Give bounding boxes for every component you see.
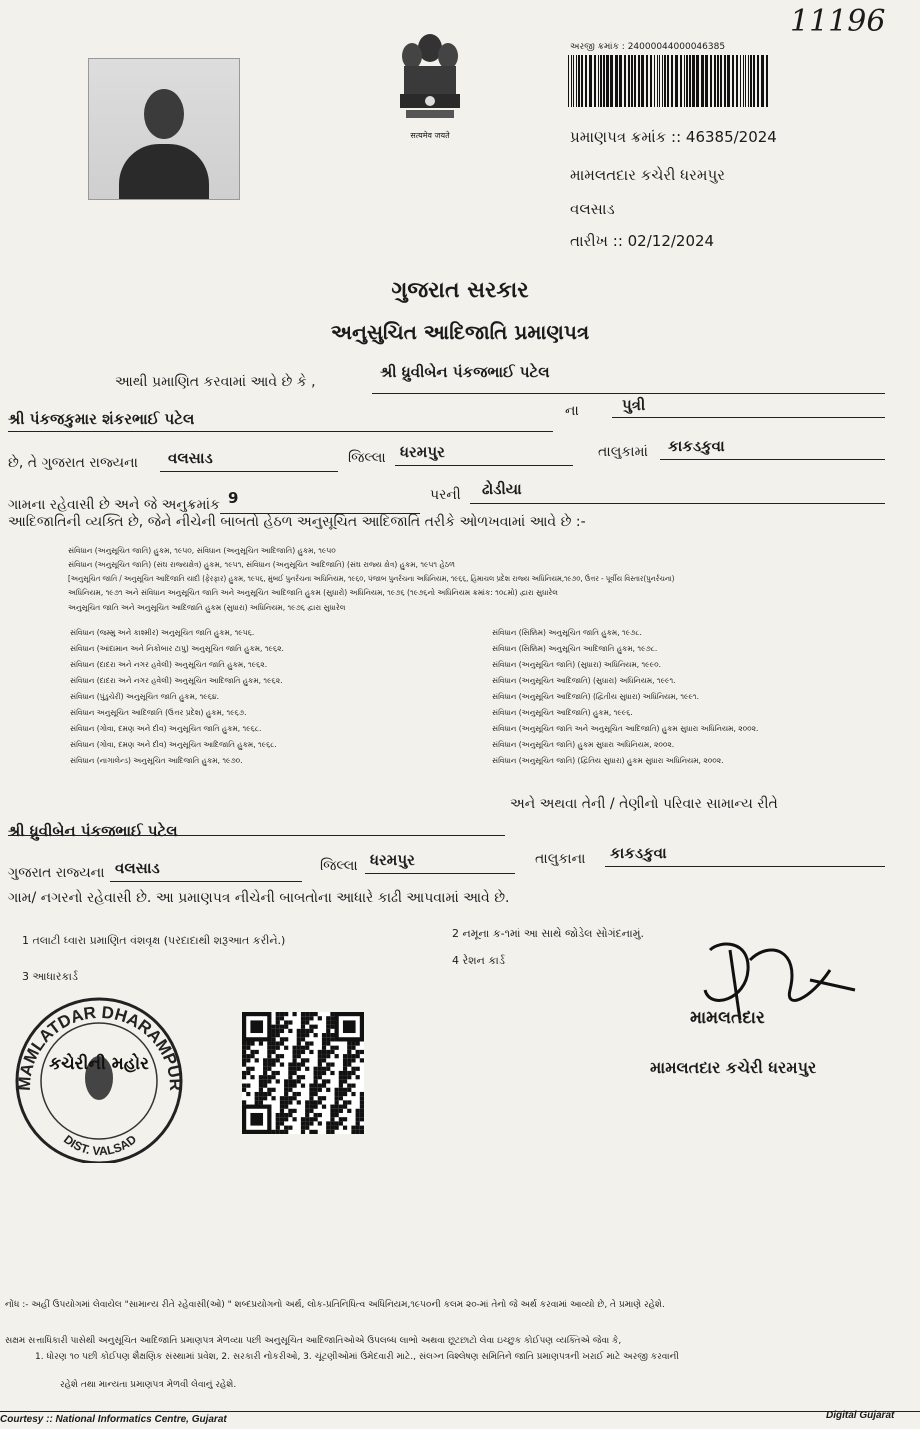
state-district: વલસાડ <box>168 449 213 467</box>
state-label: છે, તે ગુજરાત રાજ્યના <box>8 455 138 471</box>
certificate-number: પ્રમાણપત્ર ક્રમાંક :: 46385/2024 <box>570 128 777 146</box>
district: ધરમપુર <box>400 443 445 461</box>
order-left: સંવિધાન (આંદામાન અને નિકોબાર ટાપુ) અનુસૂચિત જાતિ હુકમ, ૧૯૬૨. <box>70 644 284 653</box>
district-header: વલસાડ <box>570 200 615 218</box>
taluka-label: તાલુકામાં <box>598 444 648 460</box>
svg-text:MAMLATDAR DHARAMPUR: MAMLATDAR DHARAMPUR <box>14 1002 186 1092</box>
applicant-photo <box>88 58 240 200</box>
district-label: જિલ્લા <box>348 450 386 466</box>
footer-portal: Digital Gujarat <box>826 1410 895 1421</box>
svg-text:DIST. VALSAD: DIST. VALSAD <box>60 1132 140 1159</box>
underline <box>110 880 302 882</box>
father-name: શ્રી પંકજકુમાર શંકરભાઈ પટેલ <box>8 410 195 428</box>
order-right: સંવિધાન (સિક્કિમ) અનુસૂચિત જાતિ હુકમ, ૧૯૭૮. <box>492 628 642 637</box>
underline <box>160 470 338 472</box>
order-left: સંવિધાન (જમ્મુ અને કાશ્મીર) અનુસૂચિત જાતિ હુકમ, ૧૯૫૬. <box>70 628 255 637</box>
order-line: અધિનિયમ, ૧૯૭૧ અને સંવિધાન અનુસૂચિત જાતિ અને અનુસૂચિત આદિજાતિ હુકમ (સુધારો) અધિનિયમ, ૧૯૭૬ (૧૯૭૬નો અધિનિયમ ક્રમાંક: ૧૦૮મો) દ્વારા સુધારેલ <box>68 588 558 597</box>
certificate-title: અનુસુચિત આદિજાતિ પ્રમાણપત્ર <box>330 320 590 344</box>
family-statement: અને અથવા તેની / તેણીનો પરિવાર સામાન્ય રીતે <box>510 796 778 812</box>
office-seal <box>10 993 188 1163</box>
order-left: સંવિધાન (ગોવા, દમણ અને દીવ) અનુસૂચિત આદિજાતિ હુકમ, ૧૯૬૮. <box>70 740 277 749</box>
taluka-label-2: તાલુકાના <box>535 851 586 867</box>
emblem-caption: सत्यमेव जयते <box>410 131 450 140</box>
applicant-name: શ્રી ધ્રુવીબેન પંકજભાઈ પટેલ <box>380 363 550 381</box>
issuing-office: મામલતદાર કચેરી ધરમપુર <box>570 166 725 184</box>
note-definition: નોંધ :- અહીં ઉપયોગમાં લેવાયેલ "સામાન્ય રીતે રહેવાસી(ઓ) " શબ્દપ્રયોગનો અર્થ, લોક-પ્રતિનિધિત્વ અધિનિયમ,૧૯૫૦ની કલમ ૨૦-માં તેનો જે અર્થ કરવામાં આવ્યો છે, તે પ્રમાણે રહેશે. <box>5 1300 665 1310</box>
order-line: [અનુસૂચિત જાતિ / અનુસૂચિત આદિજાતિ યાદી (ફેરફાર) હુકમ, ૧૯૫૬, મુંબઈ પુનર્રચના અધિનિયમ, ૧૯૬૦, પંજાબ પુનર્રચના અધિનિયમ, ૧૯૬૬, હિમાચલ પ્રદેશ રાજ્ય અધિનિયમ,૧૯૭૦, ઉત્તર - પૂર્વીય વિસ્તાર(પુનર્રચના) <box>68 574 675 583</box>
underline <box>612 416 885 418</box>
order-left: સંવિધાન (દાદરા અને નગર હવેલી) અનુસૂચિત આદિજાતિ હુકમ, ૧૯૬૨. <box>70 676 283 685</box>
basis-item: 1 તલાટી ધ્વારા પ્રમાણિત વંશવૃક્ષ (પરદાદાથી શરૂઆત કરીને.) <box>22 934 286 947</box>
qr-code[interactable] <box>242 1012 364 1134</box>
underline <box>8 834 505 836</box>
note-validity: રહેશે તથા માન્યતા પ્રમાણપત્ર મેળવી લેવાનું રહેશે. <box>60 1380 237 1390</box>
order-line: સંવિધાન (અનુસૂચિત જાતિ) હુકમ, ૧૯૫૦, સંવિધાન (અનુસૂચિત આદિજાતિ) હુકમ, ૧૯૫૦ <box>68 546 336 555</box>
order-right: સંવિધાન (અનુસૂચિત જાતિ) (સુધારા) અધિનિયમ, ૧૯૯૦. <box>492 660 661 669</box>
taluka-2: કાકડકુવા <box>610 844 667 862</box>
certify-label: આથી પ્રમાણિત કરવામાં આવે છે કે , <box>115 374 316 390</box>
order-line: અનુસૂચિત જાતિ અને અનુસૂચિત આદિજાતિ હુકમ (સુધારા) અધિનિયમ, ૧૯૭૬ દ્વારા સુધારેલ <box>68 603 346 612</box>
order-left: સંવિધાન અનુસૂચિત આદિજાતિ (ઉત્તર પ્રદેશ) હુકમ, ૧૯૬૭. <box>70 708 247 717</box>
tribe-statement: આદિજાતિની વ્યક્તિ છે, જેને નીચેની બાબતો હેઠળ અનુસૂચિત આદિજાતિ તરીકે ઓળખવામાં આવે છે :- <box>8 514 586 530</box>
order-right: સંવિધાન (અનુસૂચિત જાતિ અને અનુસૂચિત આદિજાતિ) હુકમ સુધારા અધિનિયમ, ૨૦૦૨. <box>492 724 759 733</box>
district-label-2: જિલ્લા <box>320 858 358 874</box>
order-right: સંવિધાન (અનુસૂચિત જાતિ) હુકમ સુધારા અધિનિયમ, ૨૦૦૨. <box>492 740 675 749</box>
na-label: ના <box>565 403 579 419</box>
issue-date: તારીખ :: 02/12/2024 <box>570 232 715 250</box>
order-left: સંવિધાન (ગોવા, દમણ અને દીવ) અનુસૂચિત જાતિ હુકમ, ૧૯૬૮. <box>70 724 262 733</box>
basis-item: 3 આધારકાર્ડ <box>22 970 78 983</box>
order-right: સંવિધાન (સિક્કિમ) અનુસૂચિત આદિજાતિ હુકમ, ૧૯૭૮. <box>492 644 658 653</box>
taluka: કાકડકુવા <box>668 437 725 455</box>
footer-divider <box>0 1410 920 1412</box>
signatory-title: મામલતદાર <box>690 1008 765 1028</box>
note-instruction: સક્ષમ સત્તાધિકારી પાસેથી અનુસૂચિત આદિજાતિ પ્રમાણપત્ર મેળવ્યા પછી અનુસૂચિત આદિજાતિઓએ ઉપલબ્ધ લાભો અથવા છૂટછાટો લેવા ઇચ્છુક કોઈપણ વ્યક્તિએ જેવા કે, <box>5 1336 622 1346</box>
order-line: સંવિધાન (અનુસૂચિત જાતિ) (સંઘ રાજ્યક્ષેત્ર) હુકમ, ૧૯૫૧, સંવિધાન (અનુસૂચિત આદિજાતિ) (સંઘ રાજ્ય ક્ષેત્ર) હુકમ, ૧૯૫૧ હેઠળ <box>68 560 456 569</box>
footer-courtesy: Courtesy :: National Informatics Centre, Gujarat <box>0 1414 227 1425</box>
underline <box>395 464 573 466</box>
basis-item: 4 રેશન કાર્ડ <box>452 954 505 967</box>
resident-label: ગામના રહેવાસી છે અને જે અનુક્રમાંક <box>8 497 220 513</box>
handwritten-reference: 11196 <box>790 4 886 39</box>
order-right: સંવિધાન (અનુસૂચિત આદિજાતિ) (સુધારા) અધિનિયમ, ૧૯૯૧. <box>492 676 676 685</box>
barcode <box>568 55 768 107</box>
underline <box>372 392 885 394</box>
underline <box>8 430 553 432</box>
government-title: ગુજરાત સરકાર <box>391 278 529 303</box>
application-number: અરજી ક્રમાંક : 24000044000046385 <box>570 42 726 52</box>
district-2: ધરમપુર <box>370 851 415 869</box>
underline <box>605 865 885 867</box>
serial-number: 9 <box>228 489 239 507</box>
applicant-name-repeat: શ્રી ધ્રુવીબેન પંકજભાઈ પટેલ <box>8 822 178 840</box>
order-right: સંવિધાન (અનુસૂચિત જાતિ) (દ્વિતિય સુધારા) હુકમ સુધારા અધિનિયમ, ૨૦૦૨. <box>492 756 724 765</box>
order-right: સંવિધાન (અનુસૂચિત આદિજાતિ) (દ્વિતીય સુધારા) અધિનિયમ, ૧૯૯૧. <box>492 692 699 701</box>
underline <box>470 502 885 504</box>
note-purposes: 1. ધોરણ ૧૦ પછી કોઈપણ શૈક્ષણિક સંસ્થામાં પ્રવેશ, 2. સરકારી નોકરીઓ, 3. ચૂંટણીઓમાં ઉમેદવારી માટે., સંલગ્ન વિશ્લેષણ સમિતિને જાતિ પ્રમાણપત્રની ખરાઈ માટે અરજી કરવાની <box>35 1352 679 1362</box>
order-right: સંવિધાન (અનુસૂચિત આદિજાતિ) હુકમ, ૧૯૯૬. <box>492 708 633 717</box>
state-district-2: વલસાડ <box>115 859 160 877</box>
state-label-2: ગુજરાત રાજ્યના <box>8 865 105 881</box>
underline <box>660 458 885 460</box>
order-left: સંવિધાન (પુંડુચેરી) અનુસૂચિત જાતિ હુકમ, ૧૯૬૪. <box>70 692 219 701</box>
national-emblem-icon <box>392 28 468 128</box>
order-left: સંવિધાન (દાદરા અને નગર હવેલી) અનુસૂચિત જાતિ હુકમ, ૧૯૬૨. <box>70 660 268 669</box>
order-left: સંવિધાન (નાગાલેન્ડ) અનુસૂચિત આદિજાતિ હુકમ, ૧૯૭૦. <box>70 756 243 765</box>
svg-text:કચેરીની મહોર: કચેરીની મહોર <box>49 1054 149 1074</box>
parni-label: પરની <box>430 487 461 503</box>
basis-item: 2 નમૂના ક-૧માં આ સાથે જોડેલ સોગંદનામું. <box>452 927 644 940</box>
residence-statement: ગામ/ નગરનો રહેવાસી છે. આ પ્રમાણપત્ર નીચેની બાબતોના આધારે કાઢી આપવામાં આવે છે. <box>8 890 510 906</box>
signatory-office: મામલતદાર કચેરી ધરમપુર <box>650 1058 817 1077</box>
tribe-name: ઢોડીયા <box>482 480 522 498</box>
relation: પુત્રી <box>622 396 646 414</box>
underline <box>365 872 515 874</box>
